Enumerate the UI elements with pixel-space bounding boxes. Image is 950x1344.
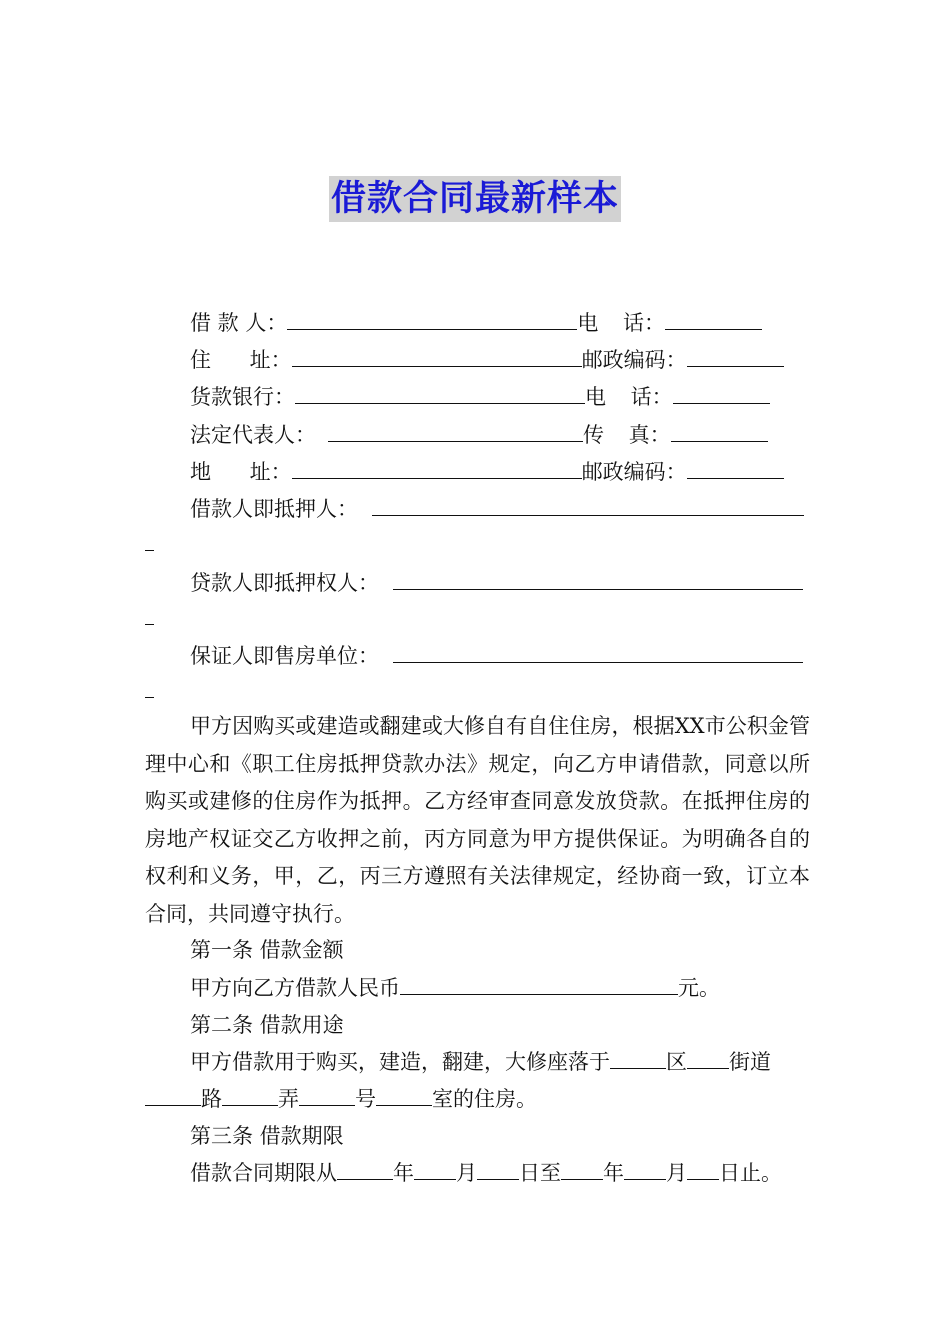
mortgagor-blank — [372, 493, 804, 516]
mortgagee-blank-continued — [145, 624, 154, 625]
amount-blank — [400, 972, 678, 995]
article2-text-continued — [145, 1083, 537, 1114]
location-postcode-label: 邮政编码： — [581, 460, 687, 484]
guarantor-row — [190, 640, 803, 671]
lane-label: 弄 — [278, 1087, 299, 1111]
room-label: 室的住房。 — [432, 1087, 537, 1111]
postcode-blank — [687, 344, 784, 367]
article3-text — [190, 1157, 782, 1188]
borrower-blank — [287, 307, 577, 330]
day-to-label: 日至 — [519, 1161, 561, 1185]
bank-blank — [295, 381, 585, 404]
document-title: 借款合同最新样本 — [329, 176, 621, 222]
day-end-label: 日止。 — [719, 1161, 782, 1185]
address-label: 住 址： — [190, 348, 292, 372]
district-label: 区 — [666, 1050, 687, 1074]
number-blank — [299, 1083, 355, 1106]
phone-label: 电 话： — [577, 311, 666, 335]
mortgagor-blank-continued — [145, 550, 154, 551]
article3-text-a: 借款合同期限从 — [190, 1161, 337, 1185]
mortgagee-blank — [393, 567, 803, 590]
year2-label: 年 — [603, 1161, 624, 1185]
bank-phone-label: 电 话： — [585, 385, 673, 409]
bank-label: 货款银行： — [190, 385, 295, 409]
address-row — [190, 344, 784, 375]
end-year-blank — [561, 1157, 603, 1180]
legal-rep-label: 法定代表人： — [190, 423, 316, 447]
room-blank — [376, 1083, 432, 1106]
location-blank — [292, 456, 582, 479]
bank-phone-blank — [673, 381, 770, 404]
mortgagor-row — [190, 493, 804, 524]
street-label: 街道 — [729, 1050, 771, 1074]
fax-blank — [671, 419, 768, 442]
mortgagee-row — [190, 567, 803, 598]
road-label: 路 — [201, 1087, 222, 1111]
location-row — [190, 456, 784, 487]
location-postcode-blank — [687, 456, 784, 479]
fax-label: 传 真： — [583, 423, 671, 447]
year-label: 年 — [393, 1161, 414, 1185]
postcode-label: 邮政编码： — [581, 348, 687, 372]
guarantor-blank — [393, 640, 803, 663]
guarantor-label: 保证人即售房单位： — [190, 644, 379, 668]
address-blank — [292, 344, 582, 367]
end-day-blank — [687, 1157, 719, 1180]
month-label: 月 — [456, 1161, 477, 1185]
road-blank — [145, 1083, 201, 1106]
start-day-blank — [477, 1157, 519, 1180]
month2-label: 月 — [666, 1161, 687, 1185]
article3-heading: 第三条 借款期限 — [190, 1124, 344, 1148]
start-year-blank — [337, 1157, 393, 1180]
district-blank — [610, 1046, 666, 1069]
borrower-row — [190, 307, 762, 338]
article2-text-a: 甲方借款用于购买，建造，翻建，大修座落于 — [190, 1050, 610, 1074]
borrower-label: 借 款 人： — [190, 311, 288, 335]
article1-text-a: 甲方向乙方借款人民币 — [190, 976, 400, 1000]
start-month-blank — [414, 1157, 456, 1180]
street-blank — [687, 1046, 729, 1069]
article2-heading: 第二条 借款用途 — [190, 1013, 344, 1037]
phone-blank — [665, 307, 762, 330]
article1-text-b: 元。 — [678, 976, 720, 1000]
article1-text — [190, 972, 720, 1003]
bank-row — [190, 381, 770, 412]
location-label: 地 址： — [190, 460, 292, 484]
mortgagor-label: 借款人即抵押人： — [190, 497, 358, 521]
lane-blank — [222, 1083, 278, 1106]
guarantor-blank-continued — [145, 697, 154, 698]
number-label: 号 — [355, 1087, 376, 1111]
article1-heading: 第一条 借款金额 — [190, 938, 344, 962]
intro-paragraph: 甲方因购买或建造或翻建或大修自有自住住房，根据XX市公积金管理中心和《职工住房抵押贷款办法》规定，向乙方申请借款，同意以所购买或建修的住房作为抵押。乙方经审查同意发放贷款。在抵押住房的房地产权证交乙方收押之前，丙方同意为甲方提供保证。为明确各自的权利和义务，甲，乙，丙三方遵照有关法律规定，经协商一致，订立本合同，共同遵守执行。 — [145, 714, 810, 926]
end-month-blank — [624, 1157, 666, 1180]
mortgagee-label: 贷款人即抵押权人： — [190, 571, 379, 595]
legal-rep-row — [190, 419, 768, 450]
article2-text — [190, 1046, 771, 1077]
legal-rep-blank — [328, 419, 583, 442]
